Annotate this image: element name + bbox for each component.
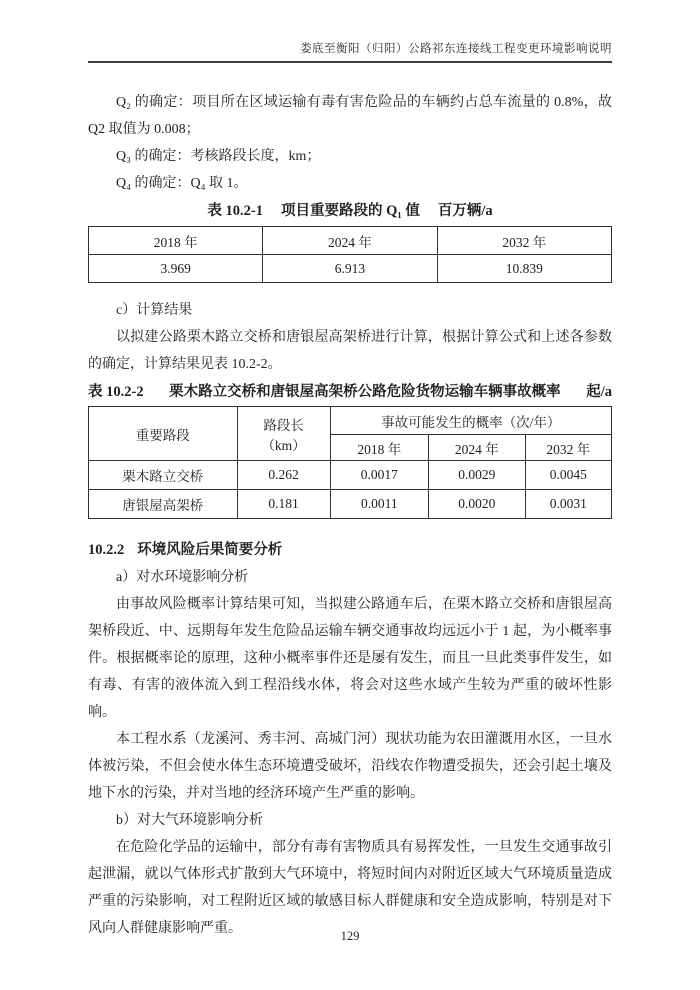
table2-header-length-line2: （km）: [261, 437, 306, 453]
table-q1-value-2018: 3.969: [89, 255, 263, 283]
table2-road-name: 唐银屋高架桥: [89, 490, 238, 519]
table2-row-tangyinwu: [89, 490, 612, 519]
para-air-1: 在危险化学品的运输中，部分有毒有害物质具有易挥发性，一旦发生交通事故引起泄漏，就以气体形式扩散到大气环境中，将短时间内对附近区域大气环境质量造成严重的污染影响，对工程附近区域的敏感目标人群健康和安全造成影响，特别是对下风向人群健康影响严重。: [88, 840, 612, 936]
table2-header-length-line1: 路段长: [263, 417, 304, 433]
table2-road-name: 栗木路立交桥: [89, 461, 238, 490]
table-q1-header-2024: 2024 年: [263, 227, 437, 255]
table-q1-value-row: [89, 255, 612, 283]
para-calc: 以拟建公路栗木路立交桥和唐银屋高架桥进行计算，根据计算公式和上述各参数的确定，计算结果见表 10.2-2。: [88, 330, 612, 372]
table2-length: 0.181: [237, 490, 330, 519]
table-q1-header-row: [89, 227, 612, 255]
table2-row-limupu: [89, 461, 612, 490]
para-q2: Q₂ 的确定：项目所在区域运输有毒有害危险品的车辆约占总车流量的 0.8%，故 Q2 取值为 0.008；: [88, 95, 612, 137]
table2-caption-unit: 起/a: [586, 384, 612, 400]
table1-caption-title: 项目重要路段的 Q₁ 值: [280, 203, 420, 219]
table2-length: 0.262: [237, 461, 330, 490]
page-header: [88, 40, 612, 63]
table-q1-value-2024: 6.913: [263, 255, 437, 283]
table1-caption-unit: 百万辆/a: [437, 203, 493, 219]
table2-header-road: 重要路段: [89, 407, 238, 461]
section-title: 环境风险后果简要分析: [137, 542, 283, 558]
table2-prob-2032: 0.0045: [525, 461, 611, 490]
table2-caption-label: 表 10.2-2: [88, 384, 144, 400]
section-number: 10.2.2: [88, 542, 125, 558]
table1-caption-label: 表 10.2-1: [207, 203, 263, 219]
heading-air-analysis: b）对大气环境影响分析: [116, 813, 263, 828]
table2-header-2018: 2018 年: [330, 435, 428, 461]
heading-calc-result: c）计算结果: [116, 303, 193, 318]
para-water-1: 由事故风险概率计算结果可知，当拟建公路通车后，在栗木路立交桥和唐银屋高架桥段近、中、远期每年发生危险品运输车辆交通事故均远远小于 1 起，为小概率事件。根据概率论的原理，这种小概率事件还是屡有发生，而且一旦此类事件发生，如有毒、有害的液体流入到工程沿线水体，将会对这些水域产生较为严重的破坏性影响。: [88, 597, 612, 720]
heading-water-analysis: a）对水环境影响分析: [116, 570, 249, 585]
para-q4: Q₄ 的确定：Q₄ 取 1。: [116, 176, 248, 191]
table2-header-2032: 2032 年: [525, 435, 611, 461]
table2-prob-2024: 0.0029: [428, 461, 525, 490]
section-10-2-2-heading: [88, 537, 612, 564]
table2-prob-2024: 0.0020: [428, 490, 525, 519]
table1-caption: [88, 200, 612, 222]
table2-prob-2018: 0.0011: [330, 490, 428, 519]
header-title: 娄底至衡阳（归阳）公路祁东连接线工程变更环境影响说明: [300, 43, 612, 55]
para-q3: Q₃ 的确定：考核路段长度，km；: [116, 149, 321, 164]
table2-prob-2032: 0.0031: [525, 490, 611, 519]
table2-header-probability-group: 事故可能发生的概率（次/年）: [330, 407, 611, 435]
table2-header-length: [237, 407, 330, 461]
table-q1-values: [88, 226, 612, 283]
table2-caption-title: 栗木路立交桥和唐银屋高架桥公路危险货物运输车辆事故概率: [169, 384, 561, 400]
table2-prob-2018: 0.0017: [330, 461, 428, 490]
table-q1-header-2018: 2018 年: [89, 227, 263, 255]
table-accident-probability: [88, 406, 612, 519]
table2-header-row-1: [89, 407, 612, 435]
table2-header-2024: 2024 年: [428, 435, 525, 461]
table-q1-value-2032: 10.839: [437, 255, 611, 283]
table2-caption: [88, 381, 612, 403]
table-q1-header-2032: 2032 年: [437, 227, 611, 255]
page-number: 129: [340, 929, 360, 943]
para-water-2: 本工程水系（龙溪河、秀丰河、高城门河）现状功能为农田灌溉用水区，一旦水体被污染，不但会使水体生态环境遭受破坏，沿线农作物遭受损失，还会引起土壤及地下水的污染，并对当地的经济环境产生严重的影响。: [88, 732, 612, 801]
